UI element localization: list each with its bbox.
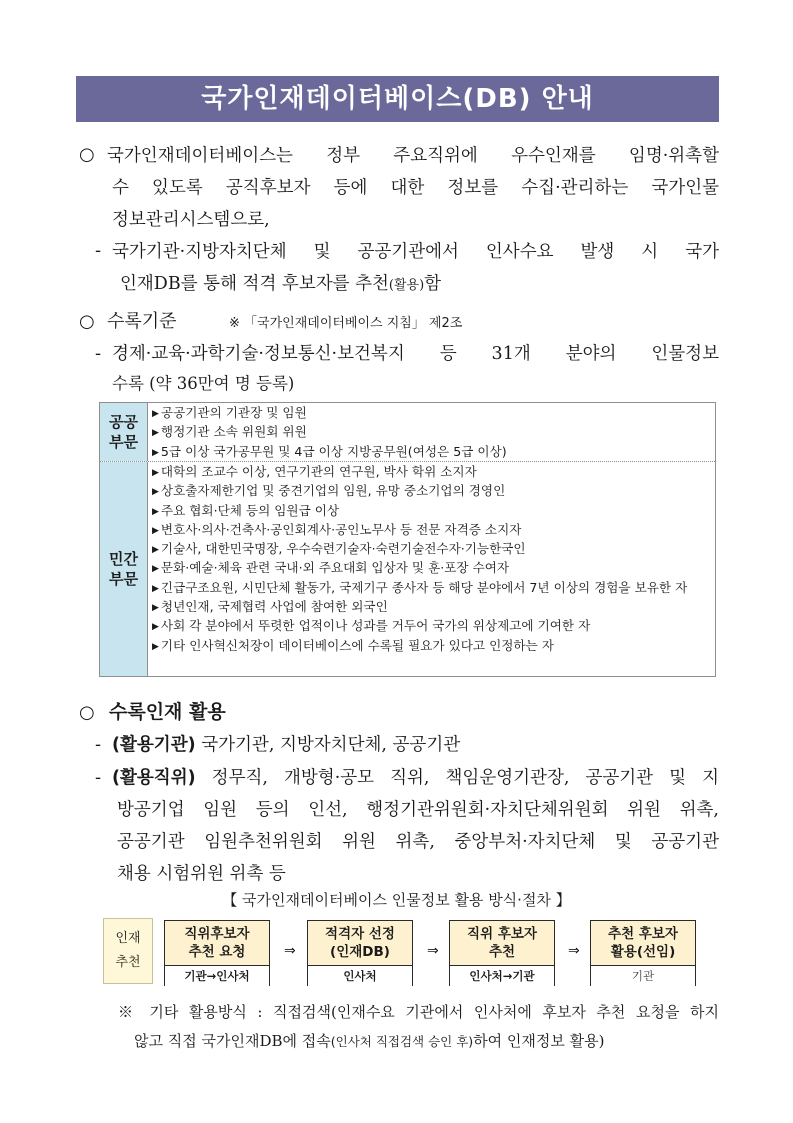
intro-sub-line-2-note: (활용) — [388, 278, 425, 293]
triangle-bullet-icon: ▶ — [152, 506, 159, 517]
public-sector-row — [100, 403, 715, 462]
footnote-line-2-text: 않고 직접 국가인재DB에 접속 — [134, 1032, 331, 1050]
triangle-bullet-icon: ▶ — [152, 468, 159, 478]
process-step-3 — [449, 920, 555, 986]
criteria-table — [99, 402, 716, 677]
private-sector-header — [100, 462, 148, 676]
triangle-bullet-icon: ▶ — [152, 641, 159, 652]
footnote-line-2 — [134, 1025, 719, 1058]
usage-pos-label: (활용직위) — [112, 768, 196, 788]
page-title: 국가인재데이터베이스(DB) 안내 — [76, 76, 719, 122]
private-sector-items — [152, 463, 711, 656]
usage-pos-line-3: 공공기관 임원추천위원회 위원 위촉, 중앙부처·자치단체 및 공공기관 — [117, 832, 719, 852]
process-step-2 — [307, 920, 413, 986]
criteria-item — [152, 443, 711, 462]
public-sector-items — [152, 404, 711, 462]
dash-bullet: - — [95, 767, 102, 788]
criteria-item — [152, 540, 711, 559]
criteria-item — [152, 404, 711, 423]
arrow-icon: ⇒ — [427, 943, 439, 959]
criteria-item-text: 5급 이상 국가공무원 및 4급 이상 지방공무원(여성은 5급 이상) — [160, 443, 507, 459]
criteria-item-text: 기타 인사혁신처장이 데이터베이스에 수록될 필요가 있다고 인정하는 자 — [160, 637, 554, 653]
usage-pos-line-2: 방공기업 임원 등의 인선, 행정기관위원회·자치단체위원회 위원 위촉, — [117, 800, 719, 820]
criteria-item-text: 긴급구조요원, 시민단체 활동가, 국제기구 종사자 등 해당 분야에서 7년 이상의 경험을 보유한 자 — [160, 579, 688, 595]
circle-bullet-icon: ○ — [79, 702, 95, 723]
criteria-item — [152, 559, 711, 578]
criteria-item — [152, 617, 711, 636]
footnote-line-2-end: 하여 인재정보 활용) — [473, 1032, 605, 1050]
usage-pos-line-4: 채용 시험위원 위촉 등 — [117, 864, 286, 884]
triangle-bullet-icon: ▶ — [152, 564, 159, 575]
step-2-actor: 인사처 — [308, 966, 412, 986]
usage-pos-text-1: 정무직, 개방형·공모 직위, 책임운영기관장, 공공기관 및 지 — [211, 768, 719, 788]
usage-heading: 수록인재 활용 — [109, 701, 226, 723]
public-header-text: 공공 부문 — [109, 413, 138, 451]
criteria-item-text: 기술사, 대한민국명장, 우수숙련기술자·숙련기술전수자·기능한국인 — [160, 541, 526, 557]
public-sector-header — [100, 403, 148, 461]
circle-bullet-icon: ○ — [79, 144, 95, 165]
intro-line-2: 수 있도록 공직후보자 등에 대한 정보를 수집·관리하는 국가인물 — [112, 178, 719, 198]
criteria-item — [152, 482, 711, 501]
triangle-bullet-icon: ▶ — [152, 603, 159, 614]
criteria-item-text: 대학의 조교수 이상, 연구기관의 연구원, 박사 학위 소지자 — [160, 464, 477, 479]
process-step-1 — [164, 920, 270, 986]
criteria-item — [152, 637, 711, 656]
usage-org-text: 국가기관, 지방자치단체, 공공기관 — [201, 735, 461, 755]
triangle-bullet-icon: ▶ — [152, 447, 159, 458]
triangle-bullet-icon: ▶ — [152, 428, 159, 439]
step-3-actor: 인사처→기관 — [450, 966, 554, 986]
triangle-bullet-icon: ▶ — [152, 583, 159, 594]
step-1-label: 직위후보자 추천 요청 — [165, 921, 269, 966]
triangle-bullet-icon: ▶ — [152, 409, 159, 419]
process-start-box — [103, 918, 153, 984]
arrow-icon: ⇒ — [284, 943, 296, 959]
dash-bullet: - — [95, 734, 102, 755]
process-title: 【 국가인재데이터베이스 인물정보 활용 방식·절차 】 — [222, 891, 571, 909]
criteria-item — [152, 521, 711, 540]
intro-line-1: 국가인재데이터베이스는 정부 주요직위에 우수인재를 임명·위촉할 — [107, 146, 719, 166]
criteria-item — [152, 579, 711, 598]
intro-line-3: 정보관리시스템으로, — [112, 210, 270, 230]
usage-org-line — [112, 729, 719, 761]
criteria-item — [152, 463, 711, 482]
criteria-item-text: 사회 각 분야에서 뚜렷한 업적이나 성과를 거두어 국가의 위상제고에 기여한 자 — [160, 618, 591, 634]
step-2-label: 적격자 선정 (인재DB) — [308, 921, 412, 966]
triangle-bullet-icon: ▶ — [152, 545, 159, 556]
intro-sub-line-2-text: 인재DB를 통해 적격 후보자를 추천 — [120, 274, 389, 294]
triangle-bullet-icon: ▶ — [152, 622, 159, 633]
step-4-actor: 기관 — [591, 966, 695, 986]
step-3-label: 직위 후보자 추천 — [450, 921, 554, 966]
circle-bullet-icon: ○ — [79, 311, 95, 332]
step-1-actor: 기관→인사처 — [165, 966, 269, 986]
usage-pos-line-1 — [112, 762, 719, 794]
private-sector-row — [100, 462, 715, 676]
criteria-item-text: 상호출자제한기업 및 중견기업의 임원, 유망 중소기업의 경영인 — [160, 483, 506, 499]
criteria-item-text: 청년인재, 국제협력 사업에 참여한 외국인 — [160, 599, 388, 615]
footnote-line-1: ※ 기타 활용방식 : 직접검색(인재수요 기관에서 인사처에 후보자 추천 요청을 하지 — [118, 1003, 719, 1021]
criteria-item — [152, 423, 711, 442]
intro-sub-line-2 — [120, 268, 719, 302]
intro-sub-line-1: 국가기관·지방자치단체 및 공공기관에서 인사수요 발생 시 국가 — [112, 242, 719, 262]
usage-org-label: (활용기관) — [112, 735, 196, 755]
intro-sub-line-2-end: 함 — [424, 274, 442, 294]
process-start-label: 인재 추천 — [115, 931, 141, 970]
process-step-4 — [590, 920, 696, 986]
criteria-item — [152, 598, 711, 617]
criteria-heading: 수록기준 — [107, 311, 177, 332]
criteria-item — [152, 502, 711, 521]
criteria-line-1: 경제·교육·과학기술·정보통신·보건복지 등 31개 분야의 인물정보 — [112, 344, 719, 364]
criteria-item-text: 공공기관의 기관장 및 임원 — [160, 405, 307, 420]
triangle-bullet-icon: ▶ — [152, 487, 159, 498]
criteria-item-text: 변호사·의사·건축사·공인회계사·공인노무사 등 전문 자격증 소지자 — [160, 521, 522, 537]
criteria-line-2: 수록 (약 36만여 명 등록) — [112, 374, 295, 393]
arrow-icon: ⇒ — [568, 943, 580, 959]
criteria-item-text: 문화·예술·체육 관련 국내·외 주요대회 입상자 및 훈·포장 수여자 — [160, 560, 510, 576]
criteria-item-text: 주요 협회·단체 등의 임원급 이상 — [160, 502, 340, 518]
dash-bullet: - — [95, 343, 102, 364]
triangle-bullet-icon: ▶ — [152, 525, 159, 536]
criteria-note: ※ 「국가인재데이터베이스 지침」 제2조 — [229, 316, 463, 331]
footnote-line-2-note: (인사처 직접검색 승인 후) — [330, 1034, 474, 1049]
step-4-label: 추천 후보자 활용(선임) — [591, 921, 695, 966]
criteria-item-text: 행정기관 소속 위원회 위원 — [160, 424, 307, 440]
dash-bullet: - — [95, 240, 102, 261]
private-header-text: 민간 부문 — [109, 550, 138, 588]
